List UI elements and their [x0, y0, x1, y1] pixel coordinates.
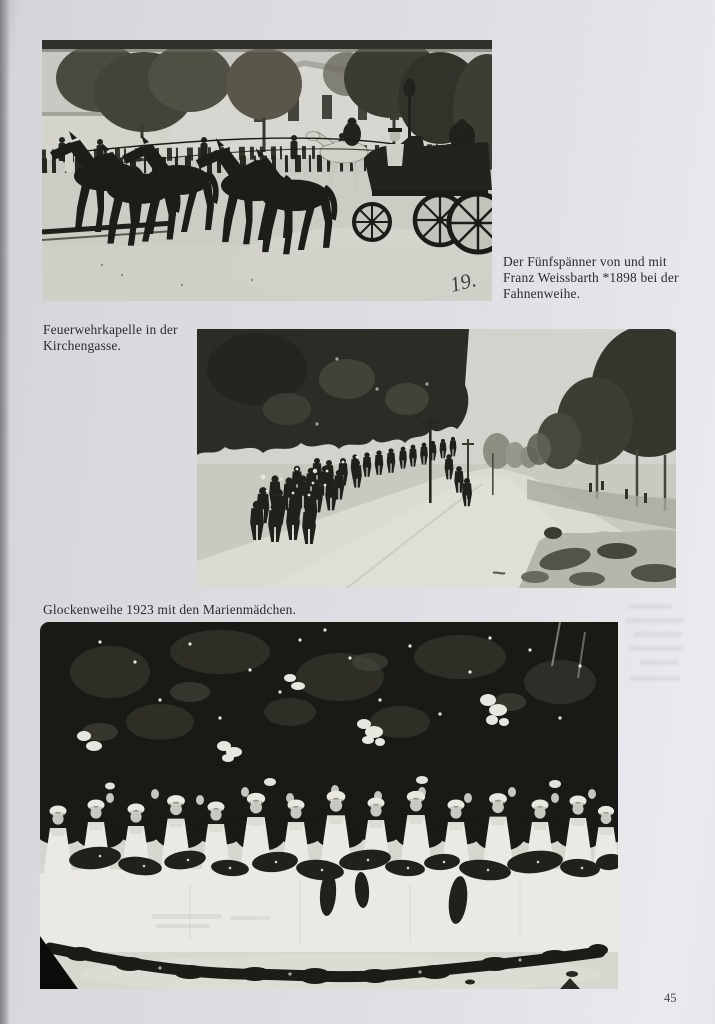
caption-line: Fahnenweihe.: [503, 286, 581, 302]
glockenweihe-illustration: [40, 622, 618, 989]
caption-line: Franz Weissbarth *1898 bei der: [503, 270, 679, 286]
page-left-edge-shadow: [0, 0, 10, 1024]
funfspanner-illustration: [42, 40, 492, 301]
feuerwehrkapelle-illustration: [197, 329, 676, 588]
page-number: 45: [664, 991, 677, 1005]
caption-line: Glockenweihe 1923 mit den Marienmädchen.: [43, 602, 297, 617]
caption-funfspanner: [503, 254, 688, 303]
photo-glockenweihe: [40, 622, 618, 989]
caption-line: Feuerwehrkapelle in der: [43, 322, 178, 337]
photo-funfspanner: [42, 40, 492, 301]
photo-feuerwehrkapelle: [197, 329, 676, 588]
caption-glockenweihe: [43, 602, 423, 618]
handwritten-number: 19.: [447, 267, 479, 297]
caption-line: Der Fünfspänner von und mit: [503, 254, 667, 269]
caption-line: Kirchengasse.: [43, 338, 122, 354]
